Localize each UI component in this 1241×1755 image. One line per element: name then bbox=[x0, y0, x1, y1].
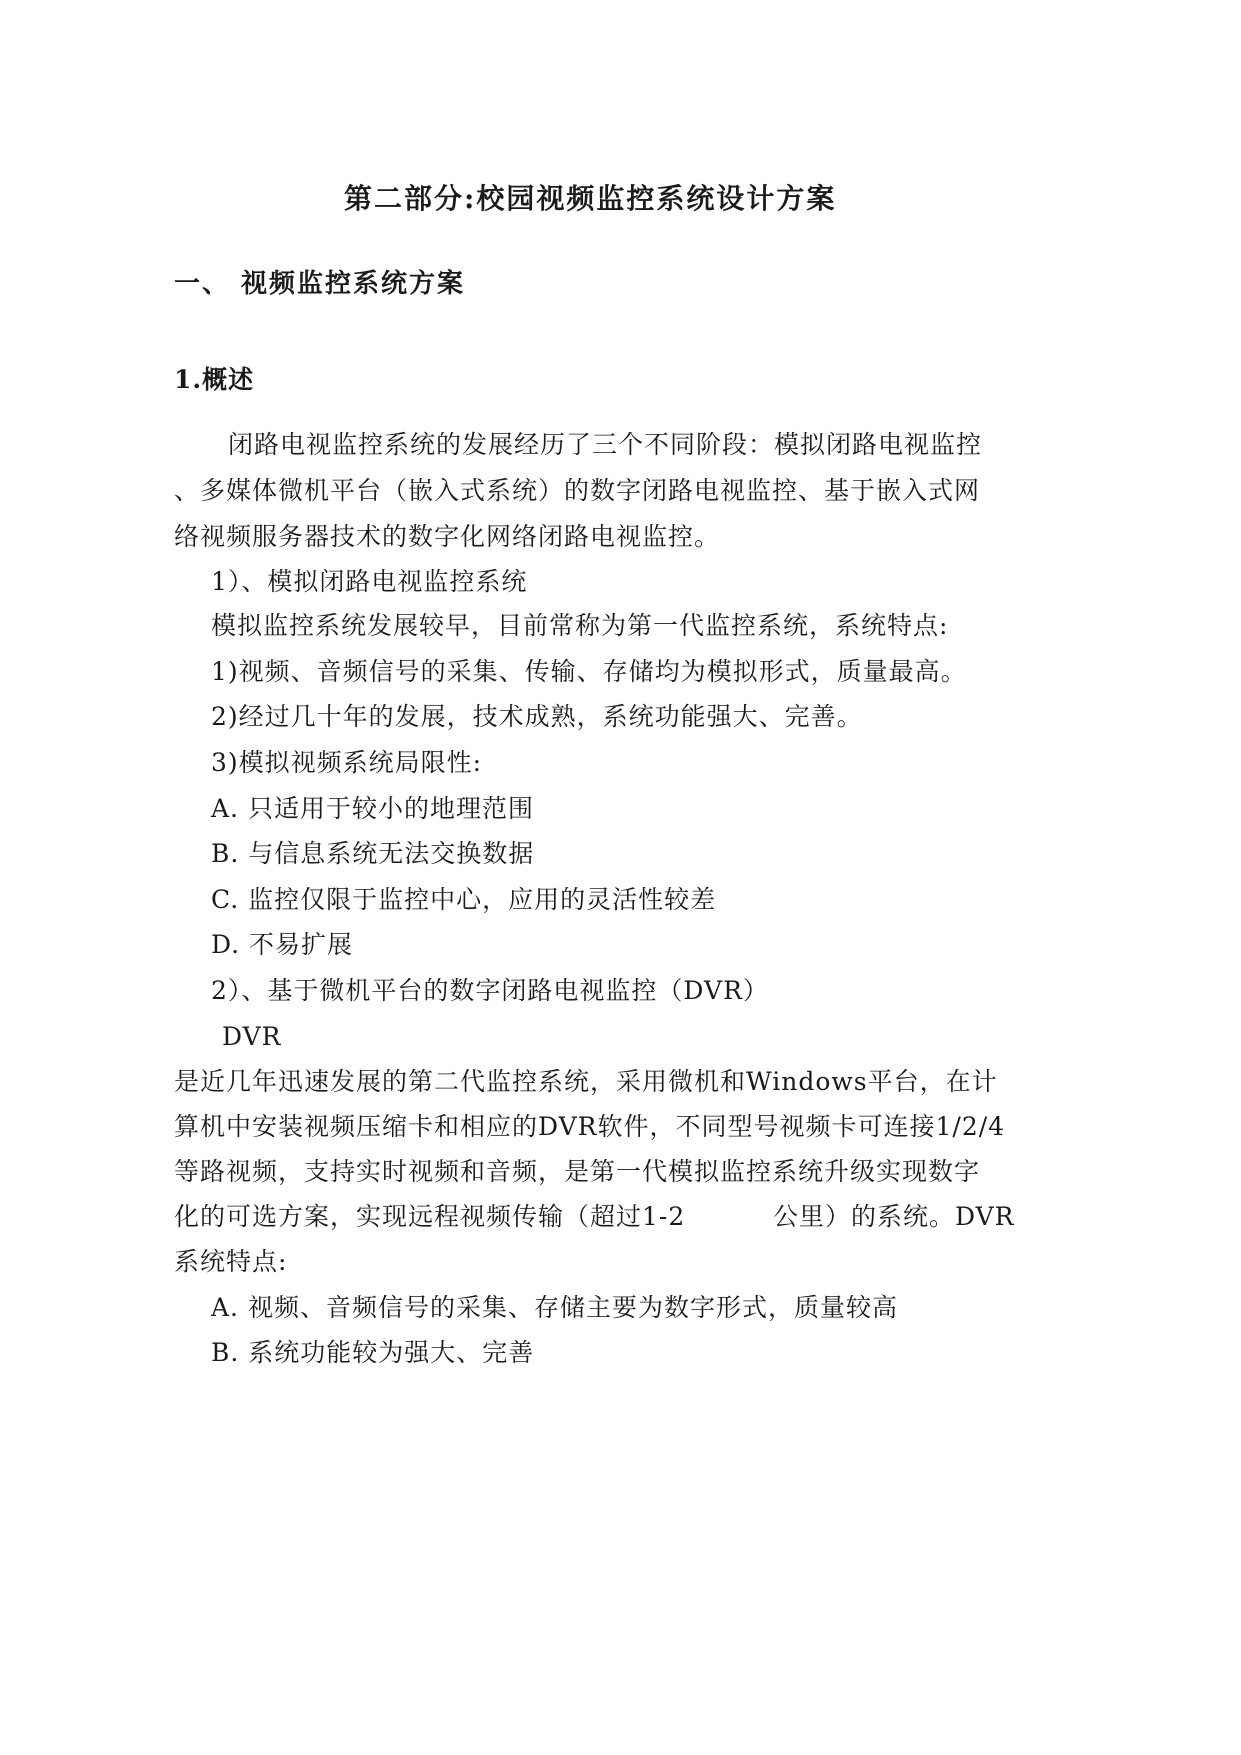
section-heading: 一、 视频监控系统方案 bbox=[174, 269, 466, 299]
dvr-line: 化的可选方案，实现远程视频传输（超过1-2 bbox=[174, 1202, 686, 1231]
analog-description: 模拟监控系统发展较早，目前常称为第一代监控系统，系统特点: bbox=[211, 611, 949, 640]
intro-line: 络视频服务器技术的数字化网络闭路电视监控。 bbox=[174, 522, 721, 551]
analog-limitation: C. 监控仅限于监控中心，应用的灵活性较差 bbox=[211, 885, 717, 914]
dvr-line: 是近几年迅速发展的第二代监控系统，采用微机和Windows平台，在计 bbox=[174, 1067, 998, 1096]
dvr-line: 等路视频，支持实时视频和音频，是第一代模拟监控系统升级实现数字 bbox=[174, 1157, 981, 1186]
analog-limitation: A. 只适用于较小的地理范围 bbox=[211, 794, 534, 823]
analog-feature: 2)经过几十年的发展，技术成熟，系统功能强大、完善。 bbox=[211, 702, 863, 731]
subsection-heading: 1.概述 bbox=[174, 365, 255, 394]
analog-limitation: B. 与信息系统无法交换数据 bbox=[211, 839, 535, 868]
dvr-feature: B. 系统功能较为强大、完善 bbox=[211, 1338, 535, 1367]
analog-feature: 1)视频、音频信号的采集、传输、存储均为模拟形式，质量最高。 bbox=[211, 657, 967, 686]
dvr-line: 算机中安装视频压缩卡和相应的DVR软件，不同型号视频卡可连接1/2/4 bbox=[174, 1112, 1006, 1141]
dvr-feature: A. 视频、音频信号的采集、存储主要为数字形式，质量较高 bbox=[211, 1293, 898, 1322]
dvr-line: 公里）的系统。DVR bbox=[773, 1202, 1015, 1231]
analog-heading: 1）、模拟闭路电视监控系统 bbox=[211, 567, 528, 596]
dvr-line: 系统特点: bbox=[174, 1247, 288, 1276]
page-title: 第二部分:校园视频监控系统设计方案 bbox=[344, 182, 837, 215]
dvr-label: DVR bbox=[222, 1022, 282, 1051]
intro-line: 、多媒体微机平台（嵌入式系统）的数字闭路电视监控、基于嵌入式网 bbox=[174, 476, 981, 505]
intro-line: 闭路电视监控系统的发展经历了三个不同阶段：模拟闭路电视监控 bbox=[228, 430, 983, 459]
analog-feature: 3)模拟视频系统局限性: bbox=[211, 748, 483, 777]
dvr-heading: 2）、基于微机平台的数字闭路电视监控（DVR） bbox=[211, 976, 769, 1005]
analog-limitation: D. 不易扩展 bbox=[211, 930, 354, 959]
